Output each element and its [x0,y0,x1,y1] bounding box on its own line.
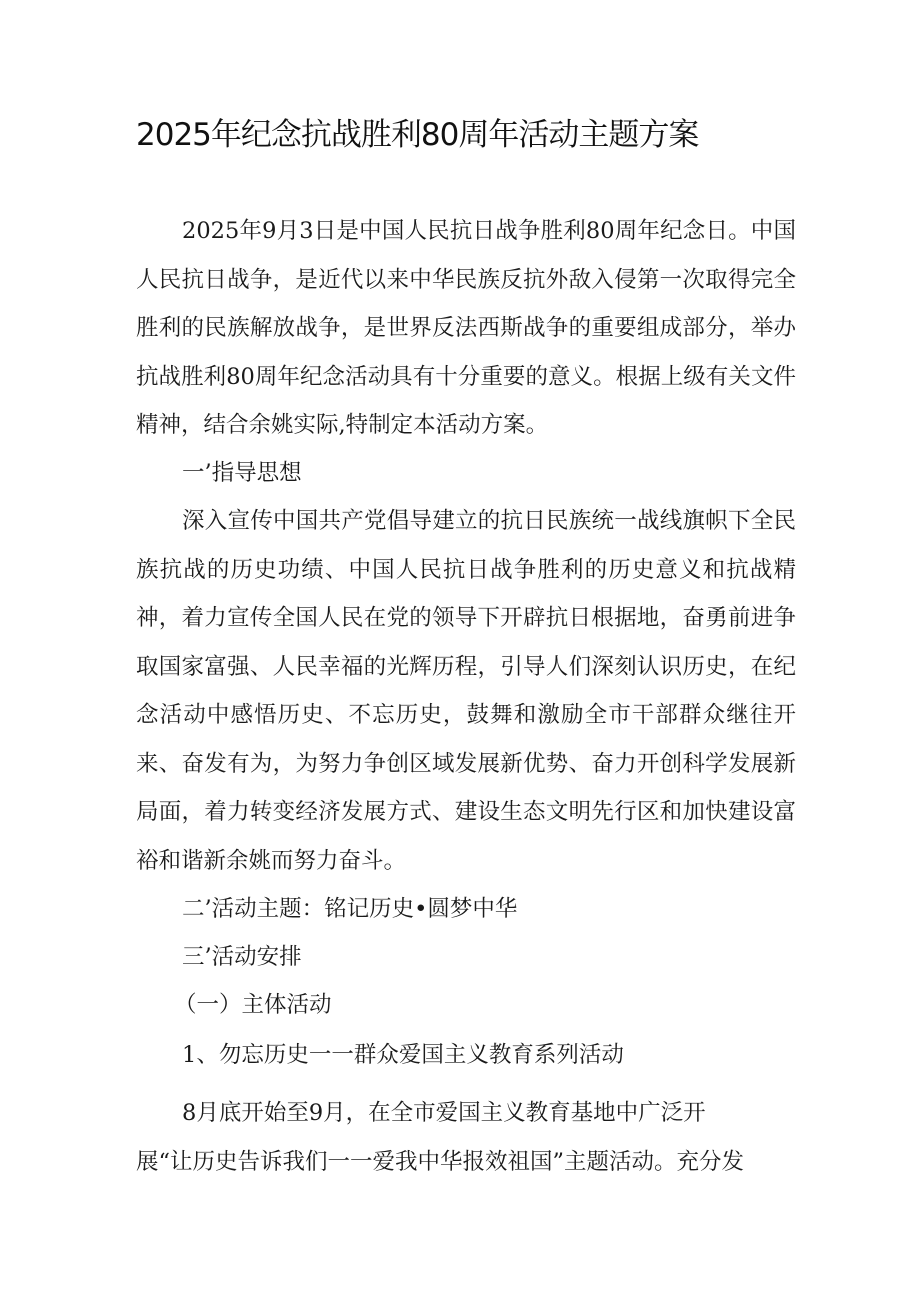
intro-paragraph: 2025年9月3日是中国人民抗日战争胜利80周年纪念日。中国人民抗日战争，是近代以来中华民族反抗外敌入侵第一次取得完全胜利的民族解放战争，是世界反法西斯战争的重要组成部分，举办抗战胜利80周年纪念活动具有十分重要的意义。根据上级有关文件精神，结合余姚实际,特制定本活动方案。 [136,218,796,438]
section2-heading: 二’活动主题：铭记历史•圆梦中华 [182,896,518,922]
section3-block [136,933,796,982]
section1-heading: 一’指导思想 [182,460,302,486]
subsection1-block [136,981,796,1030]
section1-block [136,449,796,498]
item1-block [136,1031,796,1080]
item1-body-line1: 8月底开始至9月，在全市爱国主义教育基地中广泛开 [182,1100,706,1126]
subsection1-heading: （一）主体活动 [174,992,332,1018]
intro-block [136,207,796,450]
item1-heading: 1、勿忘历史一一群众爱国主义教育系列活动 [182,1042,624,1068]
section1-paragraph: 深入宣传中国共产党倡导建立的抗日民族统一战线旗帜下全民族抗战的历史功绩、中国人民抗日战争胜利的历史意义和抗战精神，着力宣传全国人民在党的领导下开辟抗日根据地，奋勇前进争取国家富强、人民幸福的光辉历程，引导人们深刻认识历史，在纪念活动中感悟历史、不忘历史，鼓舞和激励全市干部群众继往开来、奋发有为，为努力争创区域发展新优势、奋力开创科学发展新局面，着力转变经济发展方式、建设生态文明先行区和加快建设富裕和谐新余姚而努力奋斗。 [136,508,796,874]
section2-block [136,885,796,934]
section3-heading: 三’活动安排 [182,944,302,970]
item1-body-line2: 展“让历史告诉我们一一爱我中华报效祖国”主题活动。充分发 [136,1148,745,1175]
document-title: 2025年纪念抗战胜利80周年活动主题方案 [136,117,699,153]
item1-body-block [136,1089,796,1186]
section1-body-block [136,497,796,885]
